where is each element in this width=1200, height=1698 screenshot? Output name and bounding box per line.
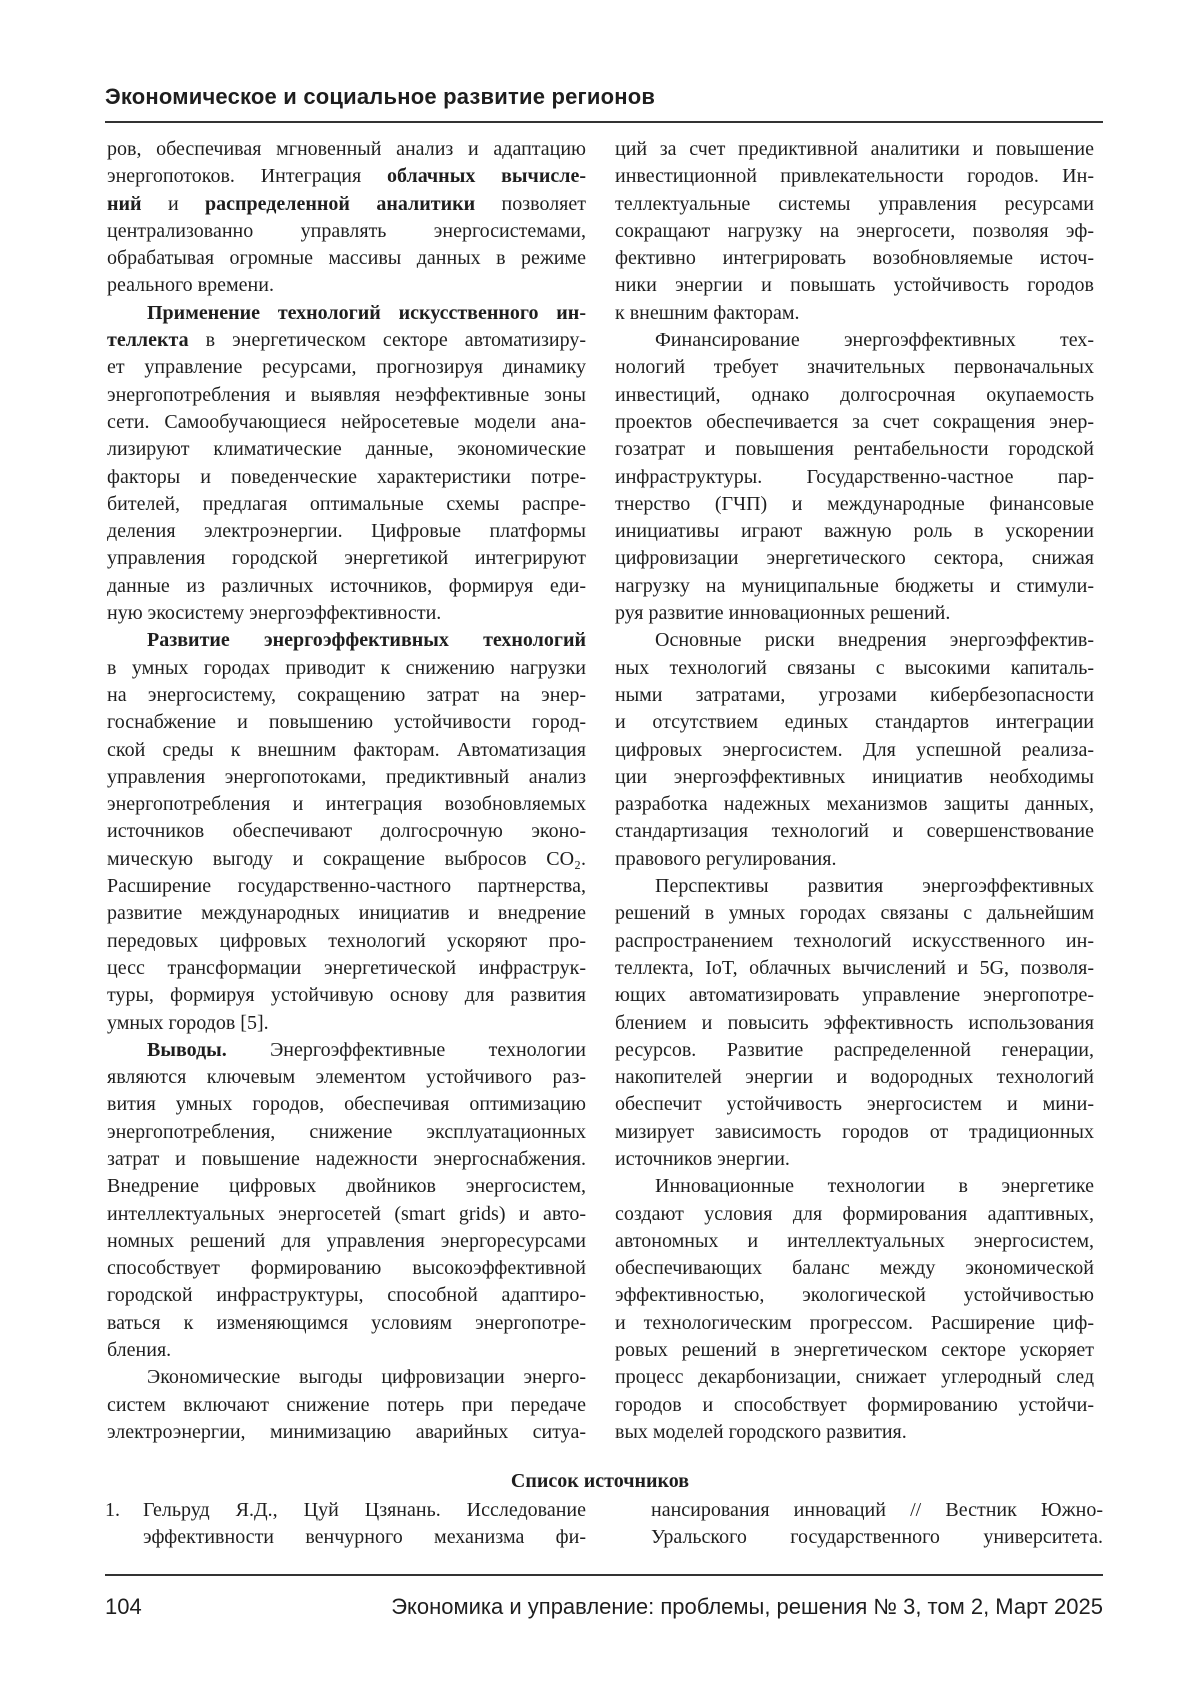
text-column-left <box>107 136 586 1446</box>
text-line: лизируют климатические данные, экономические <box>107 436 586 463</box>
text-line: и технологическим прогрессом. Расширение циф- <box>615 1310 1094 1337</box>
text-line: мизирует зависимость городов от традиционных <box>615 1119 1094 1146</box>
text-line: ской среды к внешним факторам. Автоматизация <box>107 737 586 764</box>
text-line: к внешним факторам. <box>615 300 1094 327</box>
text-line: управления энергопотоками, предиктивный анализ <box>107 764 586 791</box>
text-line: ники энергии и повышать устойчивость городов <box>615 272 1094 299</box>
text-line: Инновационные технологии в энергетике <box>615 1173 1094 1200</box>
text-line: вития умных городов, обеспечивая оптимизацию <box>107 1091 586 1118</box>
text-line: реального времени. <box>107 272 586 299</box>
references-title: Список источников <box>0 1470 1200 1493</box>
text-line: стандартизация технологий и совершенствование <box>615 818 1094 845</box>
bold-text-segment: Развитие энергоэффективных технологий <box>147 629 586 651</box>
text-segment: Энергоэффективные технологии <box>227 1039 586 1061</box>
text-line: эффективностью, экологической устойчивостью <box>615 1282 1094 1309</box>
text-line: умных городов [5]. <box>107 1010 586 1037</box>
text-line: ции энергоэффективных инициатив необходимы <box>615 764 1094 791</box>
bold-text-segment: распределенной аналитики <box>205 193 475 215</box>
text-segment: позволяет <box>475 193 586 215</box>
text-line: управления городской энергетикой интегрируют <box>107 545 586 572</box>
text-line: деления электроэнергии. Цифровые платформы <box>107 518 586 545</box>
text-line: госнабжение и повышению устойчивости город- <box>107 709 586 736</box>
text-line: интеллектуальных энергосетей (smart grids) и авто- <box>107 1201 586 1228</box>
text-line: Внедрение цифровых двойников энергосистем, <box>107 1173 586 1200</box>
text-line: теллекта, IoT, облачных вычислений и 5G, позволя- <box>615 955 1094 982</box>
text-line <box>107 627 586 654</box>
text-line: обеспечит устойчивость энергосистем и мини- <box>615 1091 1094 1118</box>
text-line: обеспечивающих баланс между экономической <box>615 1255 1094 1282</box>
text-line: ющих автоматизировать управление энергопотре- <box>615 982 1094 1009</box>
text-line: обрабатывая огромные массивы данных в режиме <box>107 245 586 272</box>
text-line: бителей, предлагая оптимальные схемы распре- <box>107 491 586 518</box>
bold-text-segment: теллекта <box>107 329 189 351</box>
reference-line: Гельруд Я.Д., Цуй Цзянань. Исследование <box>143 1497 586 1524</box>
text-line: в умных городах приводит к снижению нагрузки <box>107 655 586 682</box>
text-line: проектов обеспечивается за счет сокращения энер- <box>615 409 1094 436</box>
bold-text-segment: облачных вычисле- <box>387 165 586 187</box>
header-rule <box>105 121 1103 123</box>
footer-rule <box>105 1574 1103 1576</box>
text-line <box>107 191 586 218</box>
text-line: Основные риски внедрения энергоэффектив- <box>615 627 1094 654</box>
text-line: ресурсов. Развитие распределенной генерации, <box>615 1037 1094 1064</box>
journal-footer: Экономика и управление: проблемы, решения № 3, том 2, Март 2025 <box>391 1594 1103 1620</box>
text-line: мическую выгоду и сокращение выбросов CO₂. <box>107 846 586 873</box>
text-line: блением и повысить эффективность использования <box>615 1010 1094 1037</box>
reference-1-left <box>143 1497 586 1552</box>
page-number: 104 <box>105 1594 142 1620</box>
text-line <box>107 327 586 354</box>
text-line: сокращают нагрузку на энергосети, позволяя эф- <box>615 218 1094 245</box>
text-line: ровых решений в энергетическом секторе ускоряет <box>615 1337 1094 1364</box>
text-line <box>107 300 586 327</box>
text-line: электроэнергии, минимизацию аварийных ситуа- <box>107 1419 586 1446</box>
text-line: цифровизации энергетического сектора, снижая <box>615 545 1094 572</box>
text-line: гозатрат и повышения рентабельности городской <box>615 436 1094 463</box>
text-line: ную экосистему энергоэффективности. <box>107 600 586 627</box>
text-line: на энергосистему, сокращению затрат на энер- <box>107 682 586 709</box>
text-line: ет управление ресурсами, прогнозируя динамику <box>107 354 586 381</box>
text-line: ций за счет предиктивной аналитики и повышение <box>615 136 1094 163</box>
text-line: данные из различных источников, формируя еди- <box>107 573 586 600</box>
text-line: энергопотребления, снижение эксплуатационных <box>107 1119 586 1146</box>
text-line: способствует формированию высокоэффективной <box>107 1255 586 1282</box>
text-line: туры, формируя устойчивую основу для развития <box>107 982 586 1009</box>
text-line: Финансирование энергоэффективных тех- <box>615 327 1094 354</box>
text-line: и отсутствием единых стандартов интеграции <box>615 709 1094 736</box>
text-line: цифровых энергосистем. Для успешной реализа- <box>615 737 1094 764</box>
bold-text-segment: Применение технологий искусственного ин- <box>147 302 586 324</box>
text-line: руя развитие инновационных решений. <box>615 600 1094 627</box>
text-line: энергопотребления и интеграция возобновляемых <box>107 791 586 818</box>
text-line: нагрузку на муниципальные бюджеты и стимули- <box>615 573 1094 600</box>
bold-text-segment: Выводы. <box>147 1039 227 1061</box>
text-line: разработка надежных механизмов защиты данных, <box>615 791 1094 818</box>
text-line: энергопотребления и выявляя неэффективные зоны <box>107 382 586 409</box>
running-title: Экономическое и социальное развитие регионов <box>105 84 655 110</box>
text-line: тнерство (ГЧП) и международные финансовые <box>615 491 1094 518</box>
text-line: распространением технологий искусственного ин- <box>615 928 1094 955</box>
bold-text-segment: ний <box>107 193 142 215</box>
text-line: инициативы играют важную роль в ускорении <box>615 518 1094 545</box>
text-line: автономных и интеллектуальных энергосистем, <box>615 1228 1094 1255</box>
text-line: ных технологий связаны с высокими капиталь- <box>615 655 1094 682</box>
text-line: городской инфраструктуры, способной адаптиро- <box>107 1282 586 1309</box>
text-line: ваться к изменяющимся условиям энергопотре- <box>107 1310 586 1337</box>
text-line: цесс трансформации энергетической инфраструк- <box>107 955 586 982</box>
text-line: вых моделей городского развития. <box>615 1419 1094 1446</box>
reference-line: Уральского государственного университета. <box>651 1524 1103 1551</box>
text-line <box>107 163 586 190</box>
text-column-right <box>615 136 1094 1446</box>
text-segment: и <box>142 193 205 215</box>
text-line: фективно интегрировать возобновляемые источ- <box>615 245 1094 272</box>
reference-number: 1. <box>105 1497 120 1524</box>
text-line: номных решений для управления энергоресурсами <box>107 1228 586 1255</box>
text-line: являются ключевым элементом устойчивого раз- <box>107 1064 586 1091</box>
text-line: процесс декарбонизации, снижает углеродный след <box>615 1364 1094 1391</box>
text-line: источников обеспечивают долгосрочную эконо- <box>107 818 586 845</box>
reference-line: нансирования инноваций // Вестник Южно- <box>651 1497 1103 1524</box>
text-line: затрат и повышение надежности энергоснабжения. <box>107 1146 586 1173</box>
text-line: Экономические выгоды цифровизации энерго- <box>107 1364 586 1391</box>
text-line: бления. <box>107 1337 586 1364</box>
text-line: централизованно управлять энергосистемами, <box>107 218 586 245</box>
text-line: нологий требует значительных первоначальных <box>615 354 1094 381</box>
text-line: передовых цифровых технологий ускоряют про- <box>107 928 586 955</box>
text-line: городов и способствует формированию устойчи- <box>615 1392 1094 1419</box>
text-line: накопителей энергии и водородных технологий <box>615 1064 1094 1091</box>
text-line: систем включают снижение потерь при передаче <box>107 1392 586 1419</box>
text-line: ров, обеспечивая мгновенный анализ и адаптацию <box>107 136 586 163</box>
text-line: сети. Самообучающиеся нейросетевые модели ана- <box>107 409 586 436</box>
text-line: правового регулирования. <box>615 846 1094 873</box>
text-segment: в энергетическом секторе автоматизиру- <box>189 329 586 351</box>
text-line: создают условия для формирования адаптивных, <box>615 1201 1094 1228</box>
text-line: источников энергии. <box>615 1146 1094 1173</box>
text-line: теллектуальные системы управления ресурсами <box>615 191 1094 218</box>
text-line: Перспективы развития энергоэффективных <box>615 873 1094 900</box>
reference-line: эффективности венчурного механизма фи- <box>143 1524 586 1551</box>
text-line <box>107 1037 586 1064</box>
text-line: Расширение государственно-частного партнерства, <box>107 873 586 900</box>
reference-1-right <box>651 1497 1103 1552</box>
text-line: факторы и поведенческие характеристики потре- <box>107 464 586 491</box>
text-line: инфраструктуры. Государственно-частное пар- <box>615 464 1094 491</box>
text-segment: энергопотоков. Интеграция <box>107 165 387 187</box>
text-line: инвестиционной привлекательности городов. Ин- <box>615 163 1094 190</box>
text-line: развитие международных инициатив и внедрение <box>107 900 586 927</box>
text-line: ными затратами, угрозами кибербезопасности <box>615 682 1094 709</box>
text-line: решений в умных городах связаны с дальнейшим <box>615 900 1094 927</box>
text-line: инвестиций, однако долгосрочная окупаемость <box>615 382 1094 409</box>
